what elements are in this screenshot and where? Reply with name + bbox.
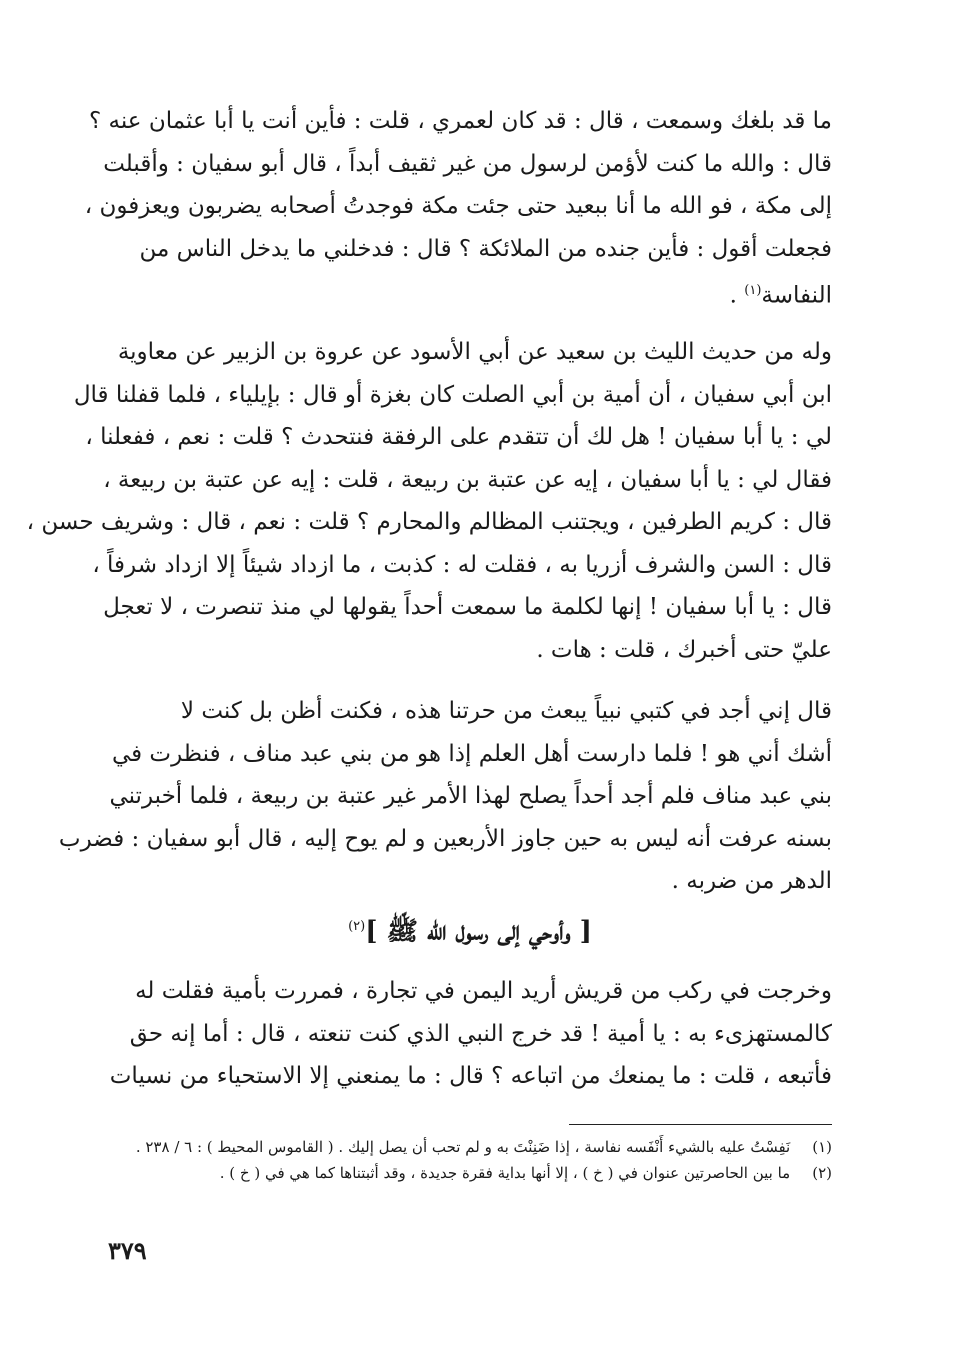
paragraph-3 [58,690,832,903]
text-line: قال : السن والشرف أزريا به ، فقلت له : كذبت ، ما ازداد شيئاً إلا ازداد شرفاً ، [92,551,832,578]
text-line: بسنه عرفت أنه ليس به حين جاوز الأربعين و لم يوح إليه ، قال أبو سفيان : فضرب [58,825,832,852]
footnote-number: (١) [812,1138,832,1156]
text-line: بني عبد مناف فلم أجد أحداً يصلح لهذا الأمر غير عتبة بن ربيعة ، فلما أخبرتني [109,783,832,809]
text-line: ابن أبي سفيان ، أن أمية بن أبي الصلت كان بغزة أو قال : بإيلياء ، فلما قفلنا قال [73,381,832,408]
footnote-ref-2: (٢) [348,919,366,934]
section-heading [108,905,832,954]
text-line: وخرجت في ركب من قريش أريد اليمن في تجارة ، فمررت بأمية فقلت له [135,978,832,1004]
footnote-text: ما بين الحاصرتين عنوان في ( خ ) ، إلا أنها بداية فقرة جديدة ، وقد أثبتناها كما هي في ( خ ) . [219,1164,791,1182]
footnote-1 [135,1134,832,1160]
text-line: وله من حديث الليث بن سعيد عن أبي الأسود عن عروة بن الزبير عن معاوية [117,339,832,365]
text-line: عليّ حتى أخبرك ، قلت : هات . [536,636,832,663]
footnotes [135,1134,832,1186]
footnote-2 [150,1160,832,1186]
footnote-ref-1: (١) [744,283,762,298]
paragraph-2 [26,331,832,671]
text-line-end: . [729,282,745,309]
text-line: فأتبعه ، قلت : ما يمنعك من اتباعه ؟ قال : ما يمنعني إلا الاستحياء من نسيات [109,1063,832,1089]
text-line: ما قد بلغك وسمعت ، قال : قد كان لعمري ، قلت : فأين أنت يا أبا عثمان عنه ؟ [89,108,832,134]
section-heading-text: [ وأوحي إلى رسول الله ﷺ ] [365,916,592,947]
footnote-number: (٢) [812,1164,832,1182]
text-line: كالمستهزىء به : يا أمية ! قد خرج النبي الذي كنت تنعته ، قال : أما إنه حق [129,1020,832,1047]
footnote-text: نَفِسْتُ عليه بالشيء أَنْفَسه نفاسة ، إذا ضَنِنْتَ به و لم تحب أن يصل إليك . ( القاموس المحيط ) : ٦ / ٢٣٨ . [135,1138,791,1156]
text-line: قال إني أجد في كتبي نبياً يبعث من حرتنا هذه ، فكنت أظن بل كنت لا [180,698,832,724]
text-line-start: النفاسة [761,282,832,309]
paragraph-1 [84,100,832,317]
text-line: إلى مكة ، فو الله ما أنا ببعيد حتى جئت مكة فوجدتُ أصحابه يضربون ويعزفون ، [84,193,832,219]
text-line: لي : يا أبا سفيان ! هل لك أن تتقدم على الرفقة فنتحدث ؟ قلت : نعم ، ففعلنا ، [85,424,832,450]
text-line: فقال لي : يا أبا سفيان ، إيه عن عتبة بن ربيعة ، قلت : إيه عن عتبة بن ربيعة ، [103,466,832,493]
text-line: الدهر من ضربه . [671,868,832,894]
text-line [108,270,832,317]
text-line: قال : يا أبا سفيان ! إنها لكلمة ما سمعت أحداً يقولها لي منذ تنصرت ، لا تعجل [103,594,832,620]
text-line: أشك أني هو ! فلما دارست أهل العلم إذا هو من بني عبد مناف ، فنظرت في [111,740,832,767]
page-number: ٣٧٩ [108,1236,147,1265]
paragraph-4 [108,970,832,1098]
text-line: فجعلت أقول : فأين جنده من الملائكة ؟ قال : فدخلني ما يدخل الناس من [139,235,832,262]
text-line: قال : والله ما كنت لأؤمن لرسول من غير ثقيف أبداً ، قال أبو سفيان : وأقبلت [103,150,832,177]
text-line: قال : كريم الطرفين ، ويجتنب المظالم والمحارم ؟ قلت : نعم ، قال : وشريف حسن ، [26,509,832,535]
footnote-separator [569,1124,832,1125]
